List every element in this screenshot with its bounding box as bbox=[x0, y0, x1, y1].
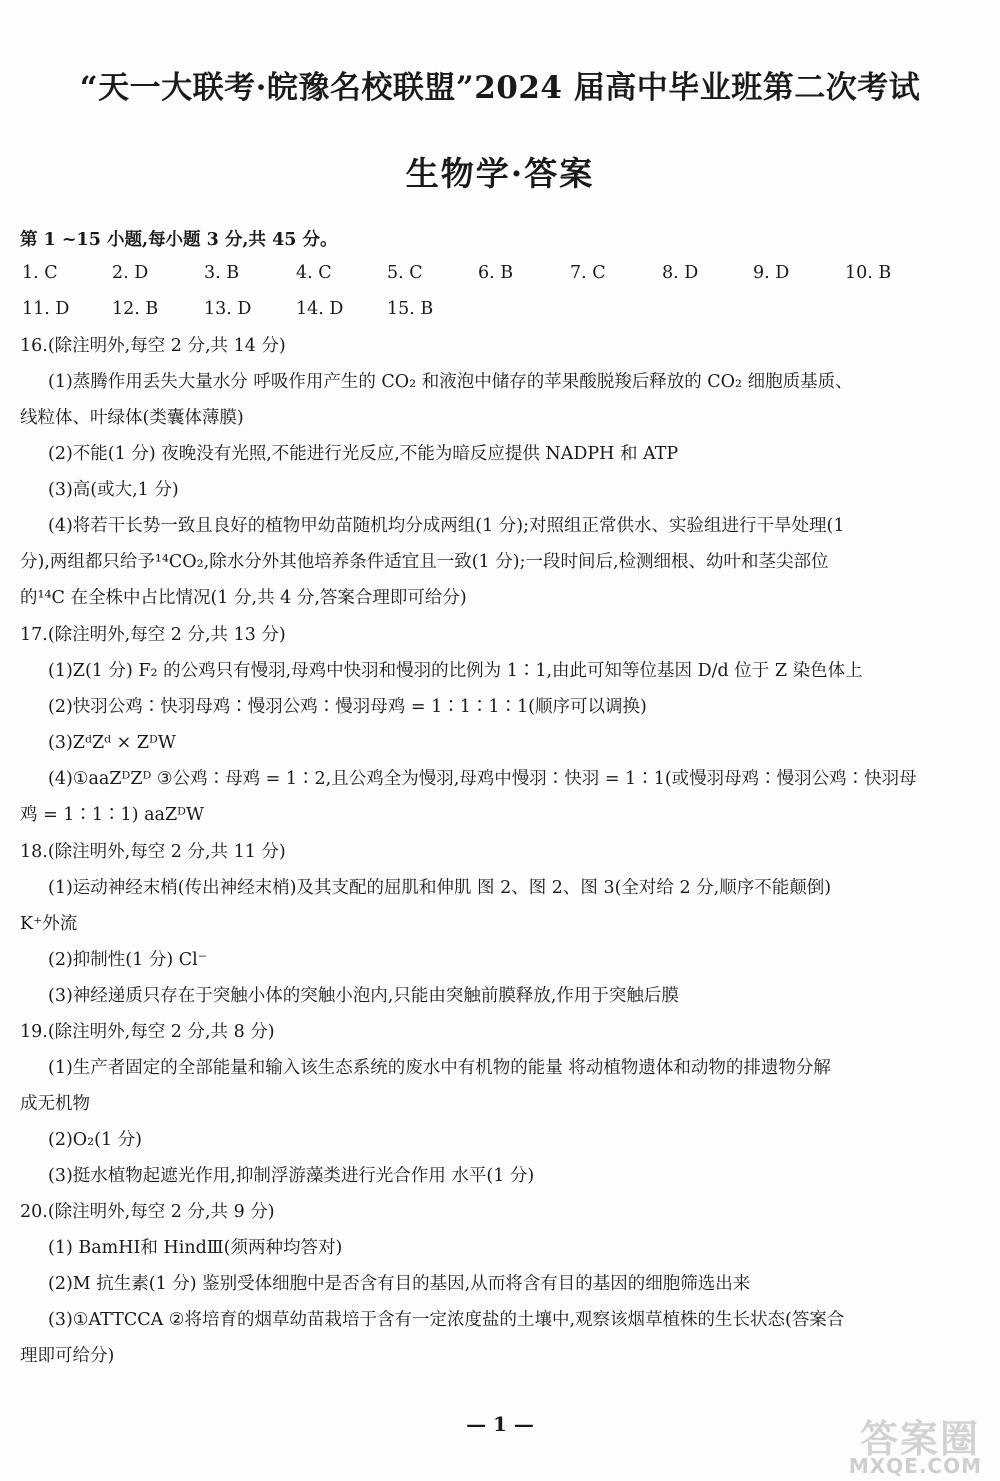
answer-line: (3)高(或大,1 分) bbox=[48, 480, 179, 500]
q17-header: 17.(除注明外,每空 2 分,共 13 分) bbox=[20, 625, 286, 645]
answer-line: (1) BamHⅠ和 HindⅢ(须两种均答对) bbox=[48, 1238, 343, 1258]
mc-answer: 13. D bbox=[204, 299, 252, 319]
answer-line: (3)①ATTCCA ②将培育的烟草幼苗栽培于含有一定浓度盐的土壤中,观察该烟草植株的生长状态(答案合 bbox=[48, 1310, 845, 1330]
mc-answer: 7. C bbox=[570, 263, 606, 283]
answer-line: (4)①aaZᴰZᴰ ③公鸡∶母鸡 = 1∶2,且公鸡全为慢羽,母鸡中慢羽∶快羽 = 1∶1(或慢羽母鸡∶慢羽公鸡∶快羽母 bbox=[48, 769, 917, 789]
mc-answer: 5. C bbox=[387, 263, 423, 283]
q16-header: 16.(除注明外,每空 2 分,共 14 分) bbox=[20, 336, 286, 356]
answer-line: (3)神经递质只存在于突触小体的突触小泡内,只能由突触前膜释放,作用于突触后膜 bbox=[48, 986, 679, 1006]
answer-line: (1)Z(1 分) F₂ 的公鸡只有慢羽,母鸡中快羽和慢羽的比例为 1∶1,由此可知等位基因 D/d 位于 Z 染色体上 bbox=[48, 661, 863, 681]
exam-title: “天一大联考·皖豫名校联盟”2024 届高中毕业班第二次考试 bbox=[79, 70, 921, 106]
answer-line: (2)M 抗生素(1 分) 鉴别受体细胞中是否含有目的基因,从而将含有目的基因的细胞筛选出来 bbox=[48, 1274, 751, 1294]
mc-answer: 11. D bbox=[22, 299, 70, 319]
q20-header: 20.(除注明外,每空 2 分,共 9 分) bbox=[20, 1202, 275, 1222]
answer-line: (2)不能(1 分) 夜晚没有光照,不能进行光反应,不能为暗反应提供 NADPH 和 ATP bbox=[48, 444, 679, 464]
answer-line: (1)运动神经末梢(传出神经末梢)及其支配的屈肌和伸肌 图 2、图 2、图 3(全对给 2 分,顺序不能颠倒) bbox=[48, 878, 832, 898]
answer-line: (3)ZᵈZᵈ × ZᴰW bbox=[48, 733, 176, 753]
mc-answer: 1. C bbox=[22, 263, 58, 283]
mc-answer: 14. D bbox=[296, 299, 344, 319]
answer-line: 线粒体、叶绿体(类囊体薄膜) bbox=[20, 408, 244, 428]
answer-line: (2)快羽公鸡∶快羽母鸡∶慢羽公鸡∶慢羽母鸡 = 1∶1∶1∶1(顺序可以调换) bbox=[48, 697, 647, 717]
mc-answer: 4. C bbox=[296, 263, 332, 283]
mc-answer: 2. D bbox=[112, 263, 149, 283]
watermark bbox=[810, 1408, 986, 1476]
mc-answer: 12. B bbox=[112, 299, 159, 319]
answer-line: 分),两组都只给予¹⁴CO₂,除水分外其他培养条件适宜且一致(1 分);一段时间后,检测细根、幼叶和茎尖部位 bbox=[20, 552, 829, 572]
answer-line: (1)生产者固定的全部能量和输入该生态系统的废水中有机物的能量 将动植物遗体和动物的排遗物分解 bbox=[48, 1058, 831, 1078]
answer-line: (3)挺水植物起遮光作用,抑制浮游藻类进行光合作用 水平(1 分) bbox=[48, 1166, 535, 1186]
answer-line: (2)抑制性(1 分) Cl⁻ bbox=[48, 950, 207, 970]
answer-line: K⁺外流 bbox=[20, 914, 78, 934]
q19-header: 19.(除注明外,每空 2 分,共 8 分) bbox=[20, 1022, 275, 1042]
answer-subtitle: 生物学·答案 bbox=[405, 154, 595, 193]
answer-line: 理即可给分) bbox=[20, 1346, 115, 1366]
answer-line: 鸡 = 1∶1∶1) aaZᴰW bbox=[20, 805, 204, 825]
answer-line: (2)O₂(1 分) bbox=[48, 1130, 143, 1150]
mc-answer: 15. B bbox=[387, 299, 434, 319]
answer-line: (4)将若干长势一致且良好的植物甲幼苗随机均分成两组(1 分);对照组正常供水、实验组进行干旱处理(1 bbox=[48, 516, 845, 536]
q18-header: 18.(除注明外,每空 2 分,共 11 分) bbox=[20, 842, 286, 862]
mc-answer: 6. B bbox=[478, 263, 514, 283]
mc-answer: 10. B bbox=[845, 263, 892, 283]
watermark-url: MXQE.COM bbox=[848, 1454, 982, 1478]
mc-answer: 3. B bbox=[204, 263, 240, 283]
watermark-logo: 答案圈 bbox=[859, 1417, 980, 1461]
answer-line: 成无机物 bbox=[20, 1094, 90, 1114]
answer-line: 的¹⁴C 在全株中占比情况(1 分,共 4 分,答案合理即可给分) bbox=[20, 588, 467, 608]
mc-intro: 第 1 ~15 小题,每小题 3 分,共 45 分。 bbox=[20, 230, 338, 250]
mc-answer: 9. D bbox=[753, 263, 790, 283]
page-number: — 1 — bbox=[466, 1412, 534, 1436]
answer-line: (1)蒸腾作用丢失大量水分 呼吸作用产生的 CO₂ 和液泡中储存的苹果酸脱羧后释放的 CO₂ 细胞质基质、 bbox=[48, 372, 853, 392]
mc-answer: 8. D bbox=[662, 263, 699, 283]
